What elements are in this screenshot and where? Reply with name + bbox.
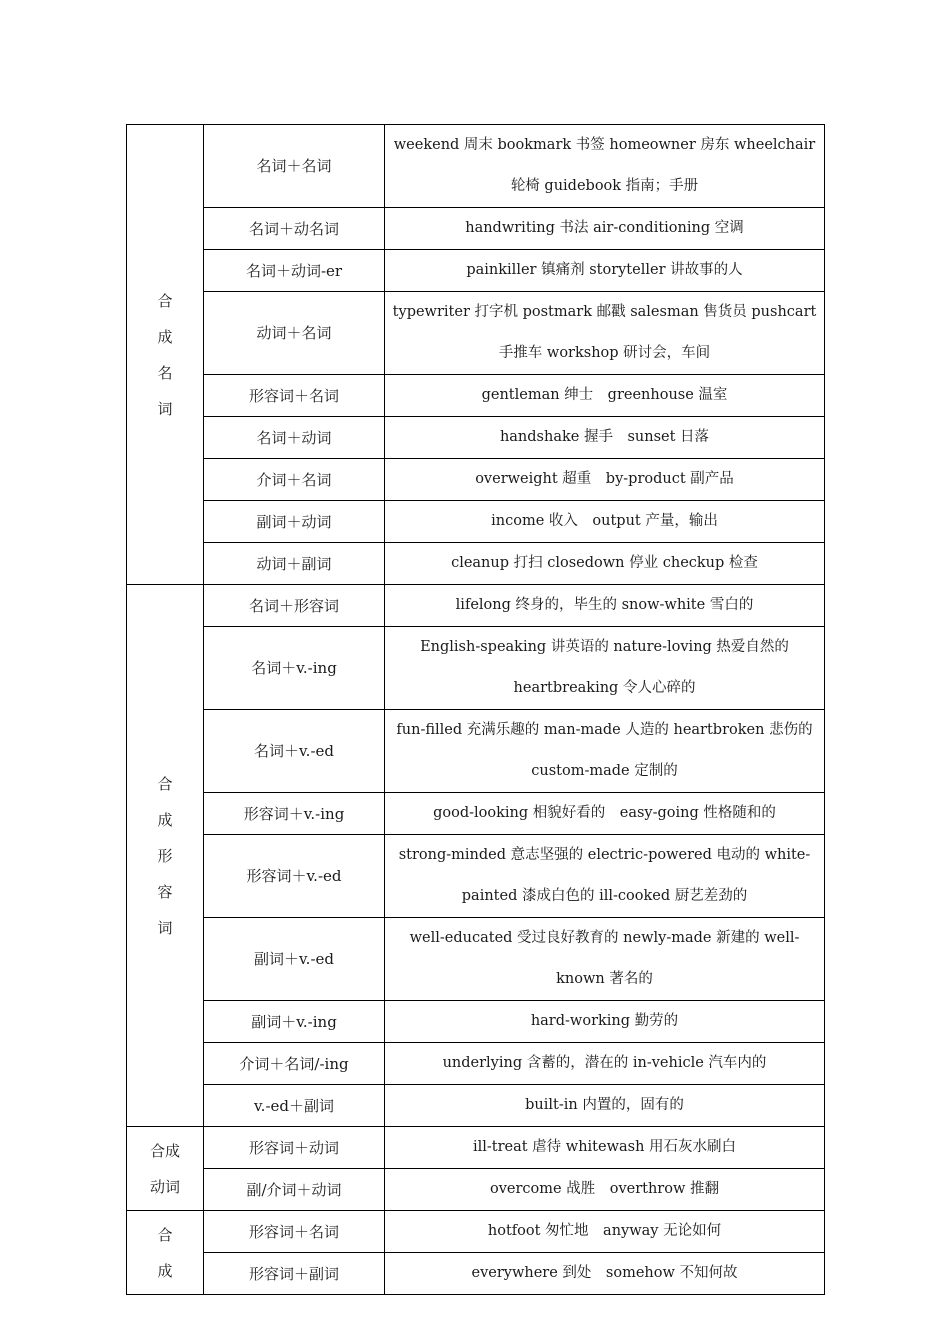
table-row — [127, 417, 825, 459]
examples-cell: income 收入 output 产量，输出 — [385, 501, 825, 543]
table-row — [127, 627, 825, 710]
table-row — [127, 710, 825, 793]
examples-cell: handshake 握手 sunset 日落 — [385, 417, 825, 459]
pattern-cell: 名词＋动词-er — [204, 250, 385, 292]
category-char: 合 — [157, 1225, 173, 1244]
examples-cell: hotfoot 匆忙地 anyway 无论如何 — [385, 1211, 825, 1253]
table-row — [127, 1127, 825, 1169]
examples-cell: built-in 内置的，固有的 — [385, 1085, 825, 1127]
table-row — [127, 1085, 825, 1127]
examples-cell: handwriting 书法 air-conditioning 空调 — [385, 208, 825, 250]
pattern-cell: 介词＋名词/-ing — [204, 1043, 385, 1085]
pattern-cell: 形容词＋动词 — [204, 1127, 385, 1169]
pattern-cell: 副词＋v.-ing — [204, 1001, 385, 1043]
category-char: 合 — [157, 291, 173, 310]
table-row — [127, 1211, 825, 1253]
examples-cell: everywhere 到处 somehow 不知何故 — [385, 1253, 825, 1295]
examples-cell: fun-filled 充满乐趣的 man-made 人造的 heartbroken 悲伤的 custom-made 定制的 — [385, 710, 825, 793]
category-char: 成 — [157, 810, 173, 829]
table-row — [127, 375, 825, 417]
pattern-cell: 动词＋名词 — [204, 292, 385, 375]
examples-cell: overcome 战胜 overthrow 推翻 — [385, 1169, 825, 1211]
table-row — [127, 1043, 825, 1085]
pattern-cell: 副/介词＋动词 — [204, 1169, 385, 1211]
category-cell-compound-adjective — [127, 585, 204, 1127]
pattern-cell: 副词＋动词 — [204, 501, 385, 543]
table-row — [127, 918, 825, 1001]
table-row — [127, 793, 825, 835]
category-char: 成 — [157, 1261, 173, 1280]
examples-cell: cleanup 打扫 closedown 停业 checkup 检查 — [385, 543, 825, 585]
examples-cell: well-educated 受过良好教育的 newly-made 新建的 well-known 著名的 — [385, 918, 825, 1001]
category-char: 形 — [157, 846, 173, 865]
pattern-cell: 副词＋v.-ed — [204, 918, 385, 1001]
table-row — [127, 1253, 825, 1295]
pattern-cell: 介词＋名词 — [204, 459, 385, 501]
category-cell-compound-noun — [127, 125, 204, 585]
examples-cell: lifelong 终身的，毕生的 snow-white 雪白的 — [385, 585, 825, 627]
examples-cell: overweight 超重 by-product 副产品 — [385, 459, 825, 501]
pattern-cell: 名词＋v.-ed — [204, 710, 385, 793]
category-char: 词 — [157, 399, 173, 418]
pattern-cell: 形容词＋v.-ed — [204, 835, 385, 918]
pattern-cell: v.-ed＋副词 — [204, 1085, 385, 1127]
pattern-cell: 名词＋名词 — [204, 125, 385, 208]
pattern-cell: 形容词＋副词 — [204, 1253, 385, 1295]
table-row — [127, 125, 825, 208]
pattern-cell: 形容词＋名词 — [204, 375, 385, 417]
examples-cell: English-speaking 讲英语的 nature-loving 热爱自然的 heartbreaking 令人心碎的 — [385, 627, 825, 710]
pattern-cell: 动词＋副词 — [204, 543, 385, 585]
category-line: 合成 — [149, 1141, 180, 1160]
category-cell-compound-adverb — [127, 1211, 204, 1295]
category-char: 成 — [157, 327, 173, 346]
category-char: 容 — [157, 882, 173, 901]
pattern-cell: 名词＋形容词 — [204, 585, 385, 627]
table-row — [127, 459, 825, 501]
examples-cell: underlying 含蓄的，潜在的 in-vehicle 汽车内的 — [385, 1043, 825, 1085]
examples-cell: hard-working 勤劳的 — [385, 1001, 825, 1043]
pattern-cell: 名词＋动词 — [204, 417, 385, 459]
examples-cell: good-looking 相貌好看的 easy-going 性格随和的 — [385, 793, 825, 835]
category-char: 名 — [157, 363, 173, 382]
examples-cell: typewriter 打字机 postmark 邮戳 salesman 售货员 pushcart 手推车 workshop 研讨会，车间 — [385, 292, 825, 375]
category-char: 词 — [157, 918, 173, 937]
pattern-cell: 名词＋v.-ing — [204, 627, 385, 710]
examples-cell: weekend 周末 bookmark 书签 homeowner 房东 wheelchair 轮椅 guidebook 指南；手册 — [385, 125, 825, 208]
category-line: 动词 — [149, 1177, 180, 1196]
pattern-cell: 形容词＋v.-ing — [204, 793, 385, 835]
table-row — [127, 585, 825, 627]
table-row — [127, 1001, 825, 1043]
table-row — [127, 501, 825, 543]
pattern-cell: 名词＋动名词 — [204, 208, 385, 250]
table-row — [127, 292, 825, 375]
table-row — [127, 543, 825, 585]
category-cell-compound-verb — [127, 1127, 204, 1211]
table-row — [127, 208, 825, 250]
examples-cell: ill-treat 虐待 whitewash 用石灰水刷白 — [385, 1127, 825, 1169]
table-row — [127, 250, 825, 292]
pattern-cell: 形容词＋名词 — [204, 1211, 385, 1253]
examples-cell: strong-minded 意志坚强的 electric-powered 电动的 white-painted 漆成白色的 ill-cooked 厨艺差劲的 — [385, 835, 825, 918]
category-char: 合 — [157, 774, 173, 793]
compound-words-table — [126, 124, 825, 1295]
table-row — [127, 835, 825, 918]
table-row — [127, 1169, 825, 1211]
examples-cell: painkiller 镇痛剂 storyteller 讲故事的人 — [385, 250, 825, 292]
examples-cell: gentleman 绅士 greenhouse 温室 — [385, 375, 825, 417]
